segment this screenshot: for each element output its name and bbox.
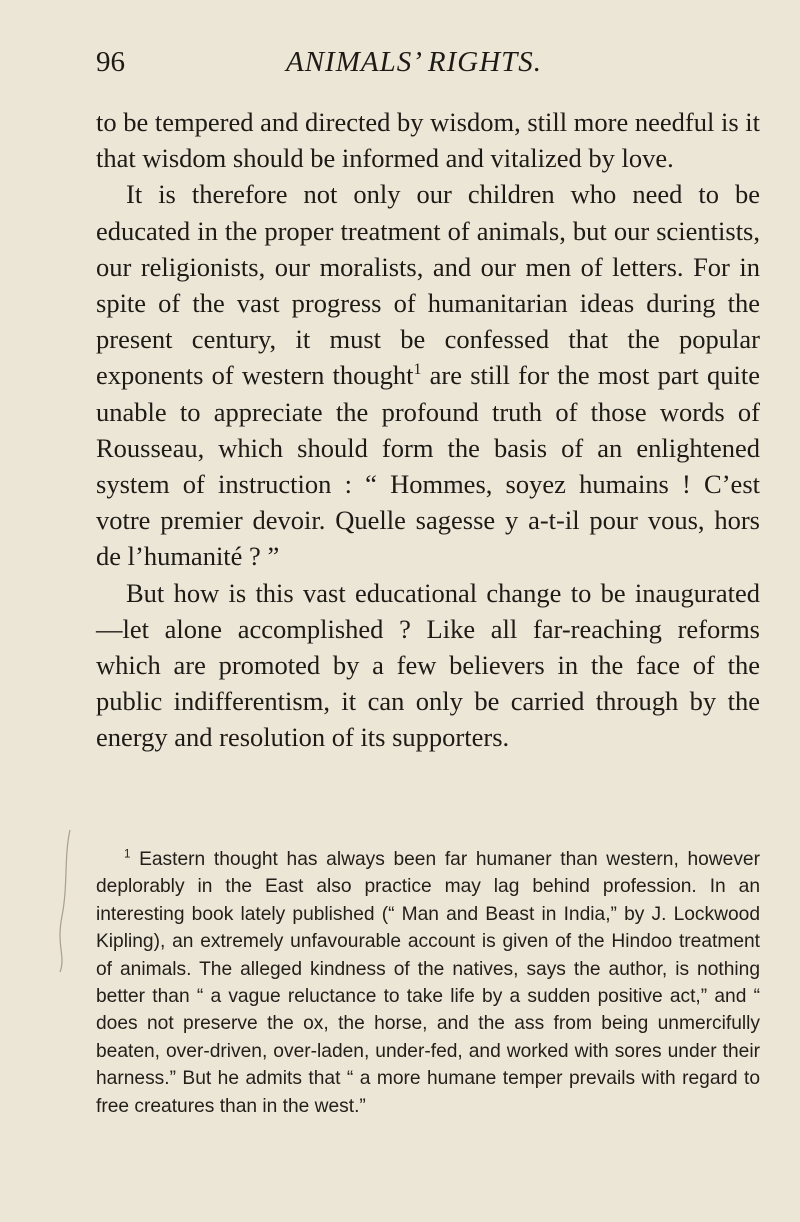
footnote-text: Eastern thought has always been far humaner than western, however deplorably in the East also practice may lag behind profession. In an interesting book lately published (“ Man and Beast in India,” by J. Lockwood Kipling), an extremely unfavourable account is given of the Hindoo treatment of animals. The alleged kindness of the natives, says the author, is nothing better than “ a vague reluctance to take life by a sudden positive act,” and “ does not preserve the ox, the horse, and the ass from being unmercifully beaten, over-driven, over-laden, under-fed, and worked with sores under their harness.” But he admits that “ a more humane temper prevails with regard to free creatures than in the west.” [96, 849, 760, 1117]
paragraph-2-text-before: It is therefore not only our children who need to be educated in the proper treatment of animals, but our scientists, our religionists, our moralists, and our men of letters. For in spite of the vast progress of humanitarian ideas during the present century, it must be confessed that the popular exponents of western thought [96, 179, 760, 391]
paragraph-1 [96, 104, 760, 176]
page-number: 96 [96, 46, 125, 78]
running-head [96, 46, 760, 86]
running-title: ANIMALS’ RIGHTS. [286, 46, 543, 78]
footnote-reference: 1 [413, 361, 422, 379]
margin-pencil-mark [56, 826, 76, 976]
body-text [96, 104, 760, 756]
footnote-marker: 1 [124, 848, 131, 861]
paragraph-2 [96, 176, 760, 574]
footnote [96, 846, 760, 1120]
paragraph-3 [96, 575, 760, 756]
paragraph-2-text-after: are still for the most part quite unable to appreciate the profound truth of those words of Rousseau, which should form the basis of an enlightened system of instruction : “ Hommes, soyez humains ! C’est votre premier devoir. Quelle sagesse y a-t-il pour vous, hors de l’humanité ? ” [96, 360, 760, 572]
paragraph-1-text: to be tempered and directed by wisdom, still more needful is it that wisdom should be informed and vitalized by love. [96, 107, 760, 174]
paragraph-3-text: But how is this vast educational change to be inaugurated—let alone accomplished ? Like all far-reaching reforms which are promoted by a few believers in the face of the public indifferentism, it can only be carried through by the energy and resolution of its supporters. [96, 577, 760, 753]
